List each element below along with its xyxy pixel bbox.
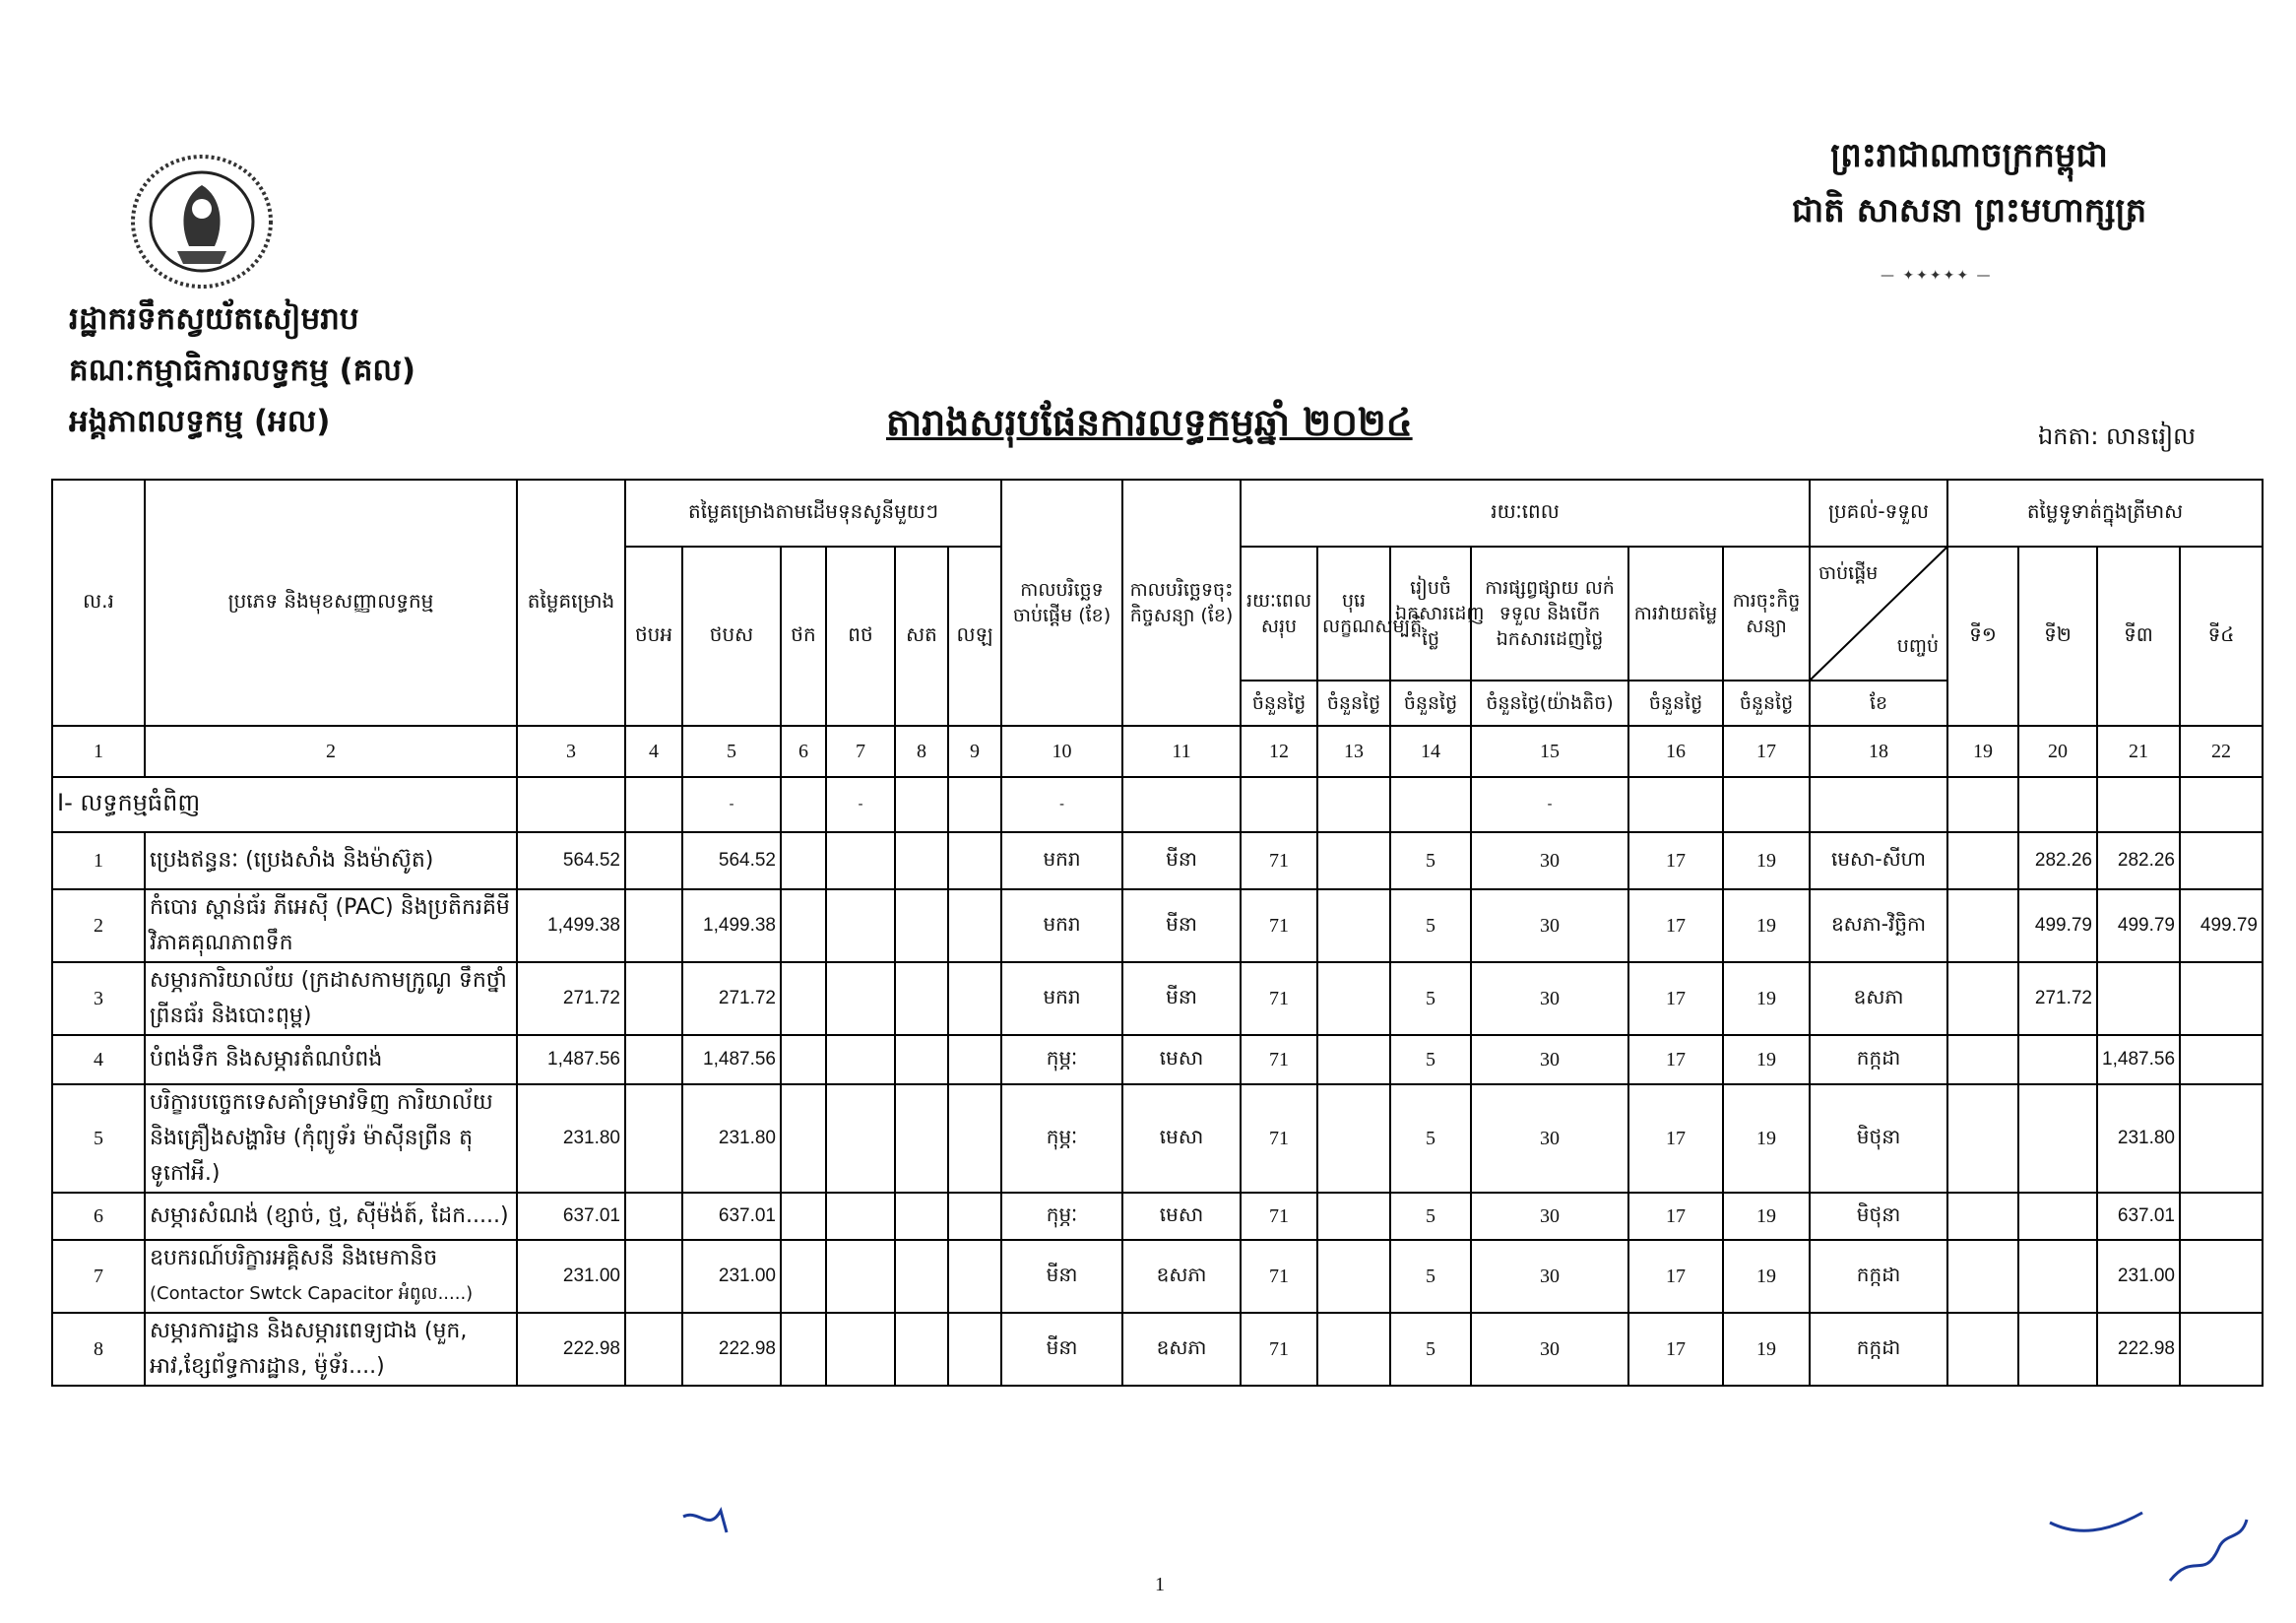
column-number: 2 [145, 726, 517, 777]
start-month: មករា [1001, 962, 1122, 1035]
header-duration: រយៈពេល [1241, 480, 1810, 547]
prequal-days [1317, 1193, 1390, 1240]
evaluation-days: 17 [1628, 1035, 1723, 1084]
evaluation-days: 17 [1628, 1240, 1723, 1313]
fund-cell [948, 1193, 1001, 1240]
prequal-days [1317, 832, 1390, 889]
header-estimate: តម្លៃគម្រោង [517, 480, 625, 726]
total-days: 71 [1241, 1035, 1317, 1084]
item-name-text: សម្ភារសំណង់ (ខ្សាច់, ថ្ម, ស៊ីម៉ង់ត៍, ដែក.....) [150, 1203, 509, 1228]
fund-cell [781, 1313, 826, 1386]
item-name [145, 1084, 517, 1193]
fund-cell [948, 832, 1001, 889]
quarter-4-payment [2180, 1193, 2263, 1240]
fund-cell [625, 1193, 682, 1240]
start-month: កុម្ភៈ [1001, 1084, 1122, 1193]
fund-value: 1,499.38 [682, 889, 781, 962]
column-number: 20 [2018, 726, 2097, 777]
quarter-2-payment [2018, 1240, 2097, 1313]
fund-cell [781, 832, 826, 889]
contract-days: 19 [1723, 889, 1810, 962]
fund-cell [781, 1035, 826, 1084]
prequal-days [1317, 1313, 1390, 1386]
header-fund-2: ថបស [682, 547, 781, 726]
column-number: 5 [682, 726, 781, 777]
fund-cell [781, 1084, 826, 1193]
row-number: 6 [52, 1193, 145, 1240]
contract-month: មីនា [1122, 889, 1241, 962]
evaluation-days: 17 [1628, 1084, 1723, 1193]
ornament-divider: — ✦✦✦✦✦ — [1881, 268, 1993, 284]
contract-days: 19 [1723, 1084, 1810, 1193]
fund-cell [948, 1084, 1001, 1193]
header-fund-4: ពថ [826, 547, 895, 726]
contract-days: 19 [1723, 832, 1810, 889]
fund-cell [948, 962, 1001, 1035]
column-number: 3 [517, 726, 625, 777]
contract-days: 19 [1723, 1193, 1810, 1240]
quarter-3-payment: 499.79 [2097, 889, 2180, 962]
procurement-plan-table [51, 479, 2264, 1387]
contract-days: 19 [1723, 1240, 1810, 1313]
column-number: 9 [948, 726, 1001, 777]
start-month: មករា [1001, 889, 1122, 962]
header-delivery-start-end [1810, 547, 1947, 681]
kingdom-line-1: ព្រះរាជាណាចក្រកម្ពុជា [1830, 136, 2108, 175]
item-name-text: សម្ភារការិយាល័យ (ក្រដាសកាមក្រូណូ ទឹកថ្នាំព្រីនធ័រ និងបោះពុម្ព) [150, 968, 507, 1028]
column-number: 6 [781, 726, 826, 777]
quarter-1-payment [1947, 1313, 2018, 1386]
header-quarter-1: ទី១ [1947, 547, 2018, 726]
quarter-1-payment [1947, 832, 2018, 889]
delivery-period: កក្កដា [1810, 1313, 1947, 1386]
start-month: កុម្ភៈ [1001, 1193, 1122, 1240]
contract-days: 19 [1723, 1313, 1810, 1386]
header-advertising: ការផ្សព្វផ្សាយ លក់ ទទួល និងបើកឯកសារដេញថ្លៃ [1471, 547, 1628, 681]
fund-cell [895, 1084, 948, 1193]
total-days: 71 [1241, 962, 1317, 1035]
row-number: 7 [52, 1240, 145, 1313]
fund-cell [948, 889, 1001, 962]
item-name [145, 1193, 517, 1240]
item-name-text: កំបោរ ស្ពាន់ធ័រ ភីអេស៊ី (PAC) និងប្រតិករគីមីវិភាគគុណភាពទឹក [150, 895, 510, 955]
quarter-1-payment [1947, 889, 2018, 962]
fund-cell [826, 1035, 895, 1084]
fund-cell [948, 1240, 1001, 1313]
fund-cell [895, 1313, 948, 1386]
quarter-3-payment: 282.26 [2097, 832, 2180, 889]
evaluation-days: 17 [1628, 1313, 1723, 1386]
header-quarter-4: ទី៤ [2180, 547, 2263, 726]
column-number: 4 [625, 726, 682, 777]
header-days: ចំនួនថ្ងៃ [1390, 681, 1471, 726]
fund-cell [781, 1240, 826, 1313]
fund-cell [895, 1035, 948, 1084]
item-name [145, 889, 517, 962]
estimate-value: 637.01 [517, 1193, 625, 1240]
column-number: 16 [1628, 726, 1723, 777]
section-mark: - [682, 777, 781, 832]
column-number: 21 [2097, 726, 2180, 777]
quarter-1-payment [1947, 1035, 2018, 1084]
fund-cell [826, 1313, 895, 1386]
advertising-days: 30 [1471, 832, 1628, 889]
header-estimate-by-fund: តម្លៃគម្រោងតាមដើមទុនសូនីមួយៗ [625, 480, 1001, 547]
bid-prep-days: 5 [1390, 1313, 1471, 1386]
section-mark: - [1471, 777, 1628, 832]
delivery-period: កក្កដា [1810, 1035, 1947, 1084]
column-number: 11 [1122, 726, 1241, 777]
fund-value: 231.00 [682, 1240, 781, 1313]
fund-cell [625, 832, 682, 889]
section-label: I- លទ្ធកម្មធំពិញ [52, 777, 517, 832]
column-number: 18 [1810, 726, 1947, 777]
handwritten-initial-mark [679, 1503, 738, 1542]
total-days: 71 [1241, 889, 1317, 962]
quarter-4-payment [2180, 1313, 2263, 1386]
item-name-subtext: (Contactor Swtck Capacitor អំពូល.....) [150, 1283, 474, 1304]
total-days: 71 [1241, 1313, 1317, 1386]
fund-cell [781, 889, 826, 962]
delivery-period: ឧសភា [1810, 962, 1947, 1035]
estimate-value: 1,499.38 [517, 889, 625, 962]
table-row [52, 962, 2263, 1035]
header-type: ប្រភេទ និងមុខសញ្ញាលទ្ធកម្ម [145, 480, 517, 726]
section-mark: - [826, 777, 895, 832]
table-row [52, 1035, 2263, 1084]
column-number: 13 [1317, 726, 1390, 777]
kingdom-line-2: ជាតិ សាសនា ព្រះមហាក្សត្រ [1791, 191, 2147, 230]
delivery-period: ឧសភា-វិច្ឆិកា [1810, 889, 1947, 962]
contract-month: ឧសភា [1122, 1240, 1241, 1313]
prequal-days [1317, 1035, 1390, 1084]
org-name: រដ្ឋាករទឹកស្វយ័តសៀមរាប [69, 301, 359, 337]
contract-days: 19 [1723, 962, 1810, 1035]
table-row [52, 1084, 2263, 1193]
header-contract-date: កាលបរិច្ឆេទចុះកិច្ចសន្យា (ខែ) [1122, 480, 1241, 726]
item-name-text: ប្រេងឥន្ធនៈ (ប្រេងសាំង និងម៉ាស៊ូត) [150, 848, 434, 873]
fund-cell [625, 1084, 682, 1193]
prequal-days [1317, 962, 1390, 1035]
start-month: មករា [1001, 832, 1122, 889]
header-prequalification: បុរេលក្ខណសម្បត្តិ [1317, 547, 1390, 681]
prequal-days [1317, 1240, 1390, 1313]
quarter-2-payment [2018, 1084, 2097, 1193]
quarter-4-payment: 499.79 [2180, 889, 2263, 962]
bid-prep-days: 5 [1390, 1240, 1471, 1313]
row-number: 3 [52, 962, 145, 1035]
fund-cell [826, 832, 895, 889]
bid-prep-days: 5 [1390, 1035, 1471, 1084]
header-contract-signing: ការចុះកិច្ចសន្យា [1723, 547, 1810, 681]
contract-month: មីនា [1122, 832, 1241, 889]
quarter-1-payment [1947, 1240, 2018, 1313]
column-number: 14 [1390, 726, 1471, 777]
estimate-value: 231.80 [517, 1084, 625, 1193]
section-row [52, 777, 2263, 832]
quarter-2-payment: 499.79 [2018, 889, 2097, 962]
procurement-committee: គណៈកម្មាធិការលទ្ធកម្ម (គល) [69, 353, 416, 388]
contract-month: មេសា [1122, 1193, 1241, 1240]
item-name-text: បរិក្ខារបច្ចេកទេសគាំទ្រមាវទិញ ការិយាល័យ និងគ្រឿងសង្ហារិម (កុំព្យូទ័រ ម៉ាស៊ីនព្រីន តុ ទូកៅអី.) [150, 1090, 493, 1186]
fund-value: 222.98 [682, 1313, 781, 1386]
bid-prep-days: 5 [1390, 1193, 1471, 1240]
advertising-days: 30 [1471, 962, 1628, 1035]
quarter-1-payment [1947, 1193, 2018, 1240]
fund-cell [895, 889, 948, 962]
fund-cell [826, 1084, 895, 1193]
quarter-3-payment [2097, 962, 2180, 1035]
evaluation-days: 17 [1628, 962, 1723, 1035]
column-number: 7 [826, 726, 895, 777]
header-total-duration: រយៈពេលសរុប [1241, 547, 1317, 681]
advertising-days: 30 [1471, 1193, 1628, 1240]
fund-cell [625, 1313, 682, 1386]
fund-cell [895, 962, 948, 1035]
start-month: កុម្ភៈ [1001, 1035, 1122, 1084]
column-number: 19 [1947, 726, 2018, 777]
fund-value: 637.01 [682, 1193, 781, 1240]
column-number: 10 [1001, 726, 1122, 777]
header-fund-3: ថក [781, 547, 826, 726]
quarter-4-payment [2180, 832, 2263, 889]
quarter-1-payment [1947, 962, 2018, 1035]
prequal-days [1317, 889, 1390, 962]
column-number: 1 [52, 726, 145, 777]
fund-cell [625, 889, 682, 962]
delivery-end-label: បញ្ចប់ [1896, 635, 1940, 657]
row-number: 8 [52, 1313, 145, 1386]
fund-cell [781, 962, 826, 1035]
header-no: ល.រ [52, 480, 145, 726]
fund-cell [781, 1193, 826, 1240]
table-row [52, 1193, 2263, 1240]
quarter-3-payment: 637.01 [2097, 1193, 2180, 1240]
total-days: 71 [1241, 1084, 1317, 1193]
row-number: 4 [52, 1035, 145, 1084]
header-delivery: ប្រគល់-ទទួល [1810, 480, 1947, 547]
header-bid-preparation: រៀបចំឯកសារដេញថ្លៃ [1390, 547, 1471, 681]
total-days: 71 [1241, 1193, 1317, 1240]
fund-cell [826, 889, 895, 962]
evaluation-days: 17 [1628, 889, 1723, 962]
delivery-period: មិថុនា [1810, 1193, 1947, 1240]
handwritten-signature-mark [2164, 1512, 2253, 1591]
column-number: 12 [1241, 726, 1317, 777]
item-name [145, 962, 517, 1035]
item-name [145, 1240, 517, 1313]
fund-value: 1,487.56 [682, 1035, 781, 1084]
document-title: តារាងសរុបផែនការលទ្ធកម្មឆ្នាំ ២០២៤ [886, 401, 1413, 444]
fund-cell [895, 1240, 948, 1313]
prequal-days [1317, 1084, 1390, 1193]
advertising-days: 30 [1471, 1035, 1628, 1084]
estimate-value: 231.00 [517, 1240, 625, 1313]
fund-value: 271.72 [682, 962, 781, 1035]
advertising-days: 30 [1471, 1313, 1628, 1386]
table-row [52, 1240, 2263, 1313]
quarter-3-payment: 231.80 [2097, 1084, 2180, 1193]
column-number: 8 [895, 726, 948, 777]
header-start-date: កាលបរិច្ឆេទចាប់ផ្តើម (ខែ) [1001, 480, 1122, 726]
item-name-text: សម្ភារការដ្ឋាន និងសម្ភារពេទ្យជាង (មួក, អាវ,ខ្សែព័ទ្ធការដ្ឋាន, ម៉ូទ័រ....) [150, 1319, 468, 1379]
total-days: 71 [1241, 1240, 1317, 1313]
procurement-unit: អង្គភាពលទ្ធកម្ម (អល) [69, 404, 331, 439]
quarter-3-payment: 1,487.56 [2097, 1035, 2180, 1084]
kingdom-header [1674, 128, 2264, 238]
total-days: 71 [1241, 832, 1317, 889]
quarter-2-payment [2018, 1035, 2097, 1084]
header-quarter-2: ទី២ [2018, 547, 2097, 726]
quarter-3-payment: 222.98 [2097, 1313, 2180, 1386]
contract-month: មីនា [1122, 962, 1241, 1035]
bid-prep-days: 5 [1390, 832, 1471, 889]
organization-seal-logo [118, 148, 286, 295]
delivery-period: មិថុនា [1810, 1084, 1947, 1193]
item-name-text: បំពង់ទឹក និងសម្ភារតំណបំពង់ [150, 1047, 383, 1071]
handwritten-check-mark [2048, 1507, 2146, 1546]
row-number: 5 [52, 1084, 145, 1193]
header-evaluation: ការវាយតម្លៃ [1628, 547, 1723, 681]
header-fund-6: លឡ [948, 547, 1001, 726]
contract-month: មេសា [1122, 1035, 1241, 1084]
fund-cell [895, 1193, 948, 1240]
fund-cell [826, 1193, 895, 1240]
evaluation-days: 17 [1628, 832, 1723, 889]
start-month: មីនា [1001, 1313, 1122, 1386]
item-name-text: ឧបករណ៍បរិក្ខារអគ្គិសនី និងមេកានិច [150, 1246, 438, 1270]
header-days-minimum: ចំនួនថ្ងៃ(យ៉ាងតិច) [1471, 681, 1628, 726]
quarter-2-payment [2018, 1193, 2097, 1240]
advertising-days: 30 [1471, 1240, 1628, 1313]
column-number: 22 [2180, 726, 2263, 777]
quarter-2-payment: 271.72 [2018, 962, 2097, 1035]
header-days: ចំនួនថ្ងៃ [1723, 681, 1810, 726]
header-fund-5: សត [895, 547, 948, 726]
table-row [52, 889, 2263, 962]
fund-value: 231.80 [682, 1084, 781, 1193]
column-number: 17 [1723, 726, 1810, 777]
fund-cell [625, 1240, 682, 1313]
column-number: 15 [1471, 726, 1628, 777]
bid-prep-days: 5 [1390, 1084, 1471, 1193]
organization-block [69, 293, 415, 447]
header-fund-1: ថបអ [625, 547, 682, 726]
header-quarter-3: ទី៣ [2097, 547, 2180, 726]
fund-cell [625, 962, 682, 1035]
bid-prep-days: 5 [1390, 962, 1471, 1035]
quarter-2-payment [2018, 1313, 2097, 1386]
header-payment: តម្លៃទូទាត់ក្នុងត្រីមាស [1947, 480, 2263, 547]
quarter-3-payment: 231.00 [2097, 1240, 2180, 1313]
fund-cell [948, 1313, 1001, 1386]
quarter-4-payment [2180, 1035, 2263, 1084]
fund-cell [948, 1035, 1001, 1084]
fund-cell [625, 1035, 682, 1084]
estimate-value: 222.98 [517, 1313, 625, 1386]
estimate-value: 271.72 [517, 962, 625, 1035]
delivery-start-label: ចាប់ផ្តើម [1818, 562, 1879, 584]
contract-days: 19 [1723, 1035, 1810, 1084]
item-name [145, 1313, 517, 1386]
row-number: 2 [52, 889, 145, 962]
quarter-1-payment [1947, 1084, 2018, 1193]
delivery-period: កក្កដា [1810, 1240, 1947, 1313]
header-days: ចំនួនថ្ងៃ [1241, 681, 1317, 726]
table-row [52, 832, 2263, 889]
evaluation-days: 17 [1628, 1193, 1723, 1240]
estimate-value: 1,487.56 [517, 1035, 625, 1084]
header-days: ចំនួនថ្ងៃ [1317, 681, 1390, 726]
estimate-value: 564.52 [517, 832, 625, 889]
contract-month: មេសា [1122, 1084, 1241, 1193]
header-days: ចំនួនថ្ងៃ [1628, 681, 1723, 726]
advertising-days: 30 [1471, 889, 1628, 962]
item-name [145, 832, 517, 889]
unit-label: ឯកតា: លានរៀល [2038, 422, 2196, 450]
contract-month: ឧសភា [1122, 1313, 1241, 1386]
advertising-days: 30 [1471, 1084, 1628, 1193]
quarter-4-payment [2180, 962, 2263, 1035]
column-number-row [52, 726, 2263, 777]
delivery-period: មេសា-សីហា [1810, 832, 1947, 889]
fund-cell [826, 962, 895, 1035]
table-row [52, 1313, 2263, 1386]
fund-value: 564.52 [682, 832, 781, 889]
header-month: ខែ [1810, 681, 1947, 726]
start-month: មីនា [1001, 1240, 1122, 1313]
quarter-4-payment [2180, 1240, 2263, 1313]
quarter-4-payment [2180, 1084, 2263, 1193]
fund-cell [895, 832, 948, 889]
quarter-2-payment: 282.26 [2018, 832, 2097, 889]
page-number: 1 [1155, 1574, 1165, 1595]
item-name [145, 1035, 517, 1084]
fund-cell [826, 1240, 895, 1313]
row-number: 1 [52, 832, 145, 889]
bid-prep-days: 5 [1390, 889, 1471, 962]
section-mark: - [1001, 777, 1122, 832]
